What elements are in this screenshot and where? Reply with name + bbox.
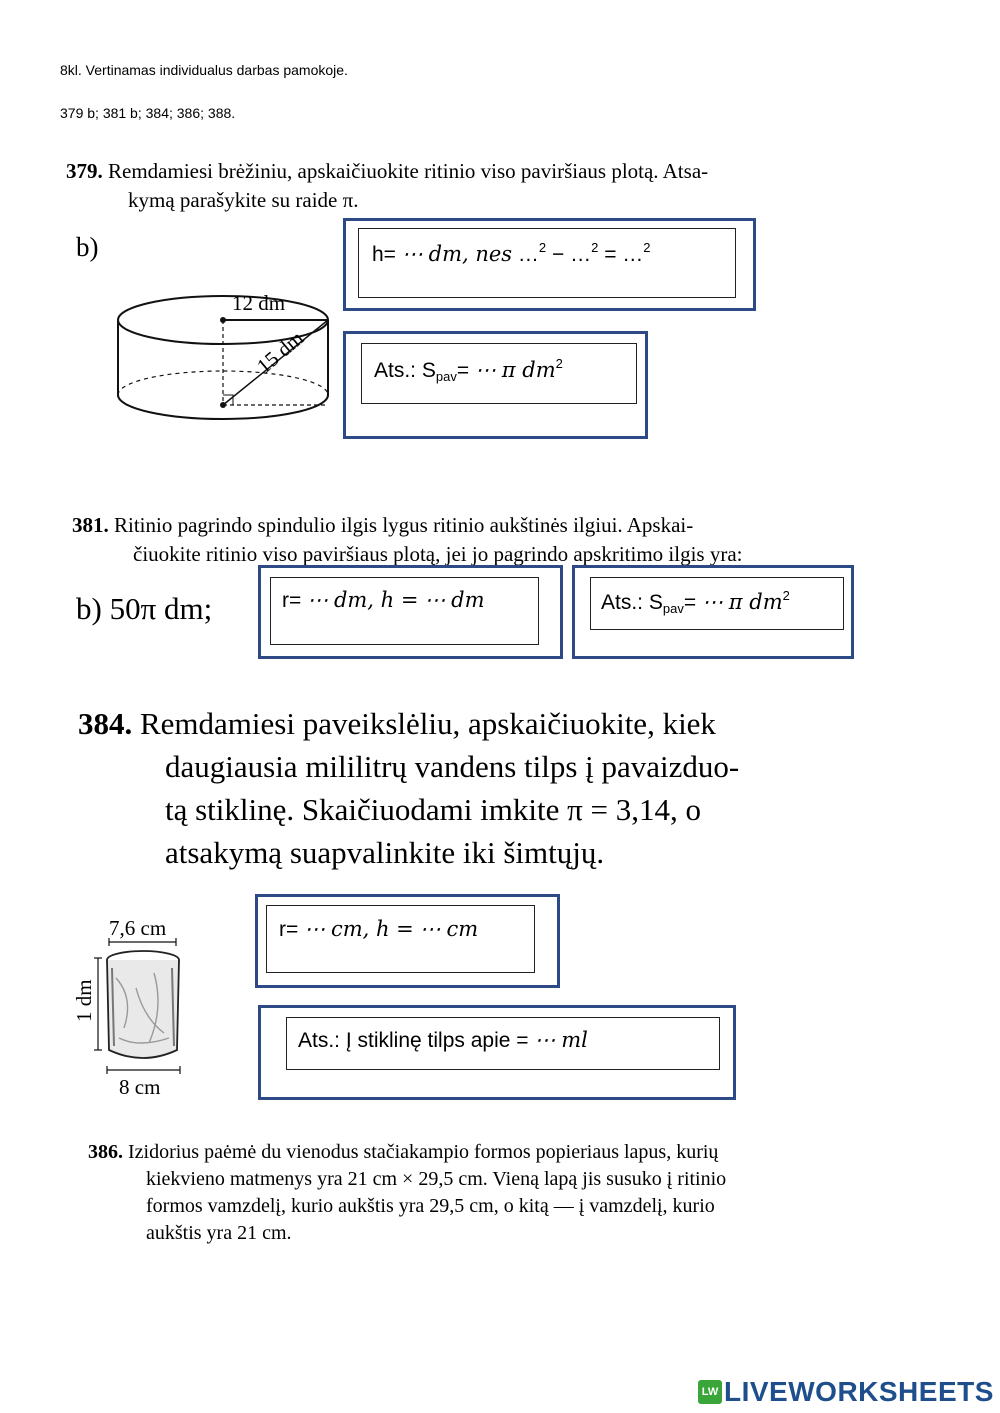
- liveworksheets-brand: LIVEWORKSHEETS: [724, 1376, 994, 1407]
- liveworksheets-logo-icon: LW: [698, 1380, 722, 1404]
- radius-label-379: 12 dm: [232, 291, 286, 315]
- problem-386-text-2: kiekvieno matmenys yra 21 cm × 29,5 cm. Vieną lapą jis susuko į ritinio: [146, 1168, 727, 1190]
- problem-386-line-1: [88, 1138, 718, 1167]
- problem-384-text-1: Remdamiesi paveikslėliu, apskaičiuokite, kiek: [140, 706, 716, 741]
- answer-formula-379: Ats.: $S_{pav}=$ ⋯ π $dm^2$: [374, 356, 563, 384]
- problem-381-number: 381.: [72, 513, 109, 537]
- problem-384-text-4: atsakymą suapvalinkite iki šimtųjų.: [165, 835, 605, 870]
- h-formula-379: h= ⋯ dm, nes …$^2$ − …$^2$ = …$^2$: [372, 240, 651, 266]
- problem-381-part: b) 50π dm;: [76, 591, 213, 626]
- problem-386-text-3: formos vamzdelį, kurio aukštis yra 29,5 cm, o kitą — į vamzdelį, kurio: [146, 1195, 715, 1217]
- problem-384-number: 384.: [78, 706, 133, 741]
- answer-formula-384: Ats.: Į stiklinę tilps apie = ⋯ ml: [298, 1028, 588, 1052]
- header-line-2: 379 b; 381 b; 384; 386; 388.: [60, 105, 236, 121]
- glass-side-label: 1 dm: [72, 979, 96, 1022]
- problem-379-line-1: [66, 157, 708, 186]
- problem-379-text-2: kymą parašykite su raide π.: [128, 188, 359, 212]
- problem-379-part: b): [76, 232, 99, 262]
- rh-formula-381: r= ⋯ dm, h = ⋯ dm: [282, 588, 485, 612]
- problem-381-line-1: [72, 511, 693, 540]
- problem-386-number: 386.: [88, 1141, 123, 1163]
- diagonal-label-379: 15 dm: [252, 325, 309, 379]
- rh-formula-384: r= ⋯ cm, h = ⋯ cm: [279, 917, 479, 941]
- problem-384-text-2: daugiausia mililitrų vandens tilps į pavaizduo-: [165, 749, 740, 784]
- problem-381-text-2: čiuokite ritinio viso paviršiaus plotą, jei jo pagrindo apskritimo ilgis yra:: [133, 542, 743, 566]
- answer-formula-381: Ats.: $S_{pav}=$ ⋯ π $dm^2$: [601, 588, 790, 616]
- header-line-1: 8kl. Vertinamas individualus darbas pamokoje.: [60, 62, 348, 78]
- glass-bottom-label: 8 cm: [119, 1075, 161, 1099]
- problem-381-text-1: Ritinio pagrindo spindulio ilgis lygus ritinio aukštinės ilgiui. Apskai-: [114, 513, 694, 537]
- problem-384-line-1: [78, 702, 716, 746]
- glass-top-label: 7,6 cm: [109, 916, 167, 940]
- problem-384-text-3: tą stiklinę. Skaičiuodami imkite π = 3,14, o: [165, 792, 701, 827]
- problem-386-text-4: aukštis yra 21 cm.: [146, 1222, 292, 1244]
- problem-386-text-1: Izidorius paėmė du vienodus stačiakampio formos popieriaus lapus, kurių: [128, 1141, 719, 1163]
- glass-figure-384: [94, 938, 194, 1078]
- cylinder-figure-379: [110, 290, 340, 430]
- problem-379-number: 379.: [66, 159, 103, 183]
- problem-379-text-1: Remdamiesi brėžiniu, apskaičiuokite ritinio viso paviršiaus plotą. Atsa-: [108, 159, 709, 183]
